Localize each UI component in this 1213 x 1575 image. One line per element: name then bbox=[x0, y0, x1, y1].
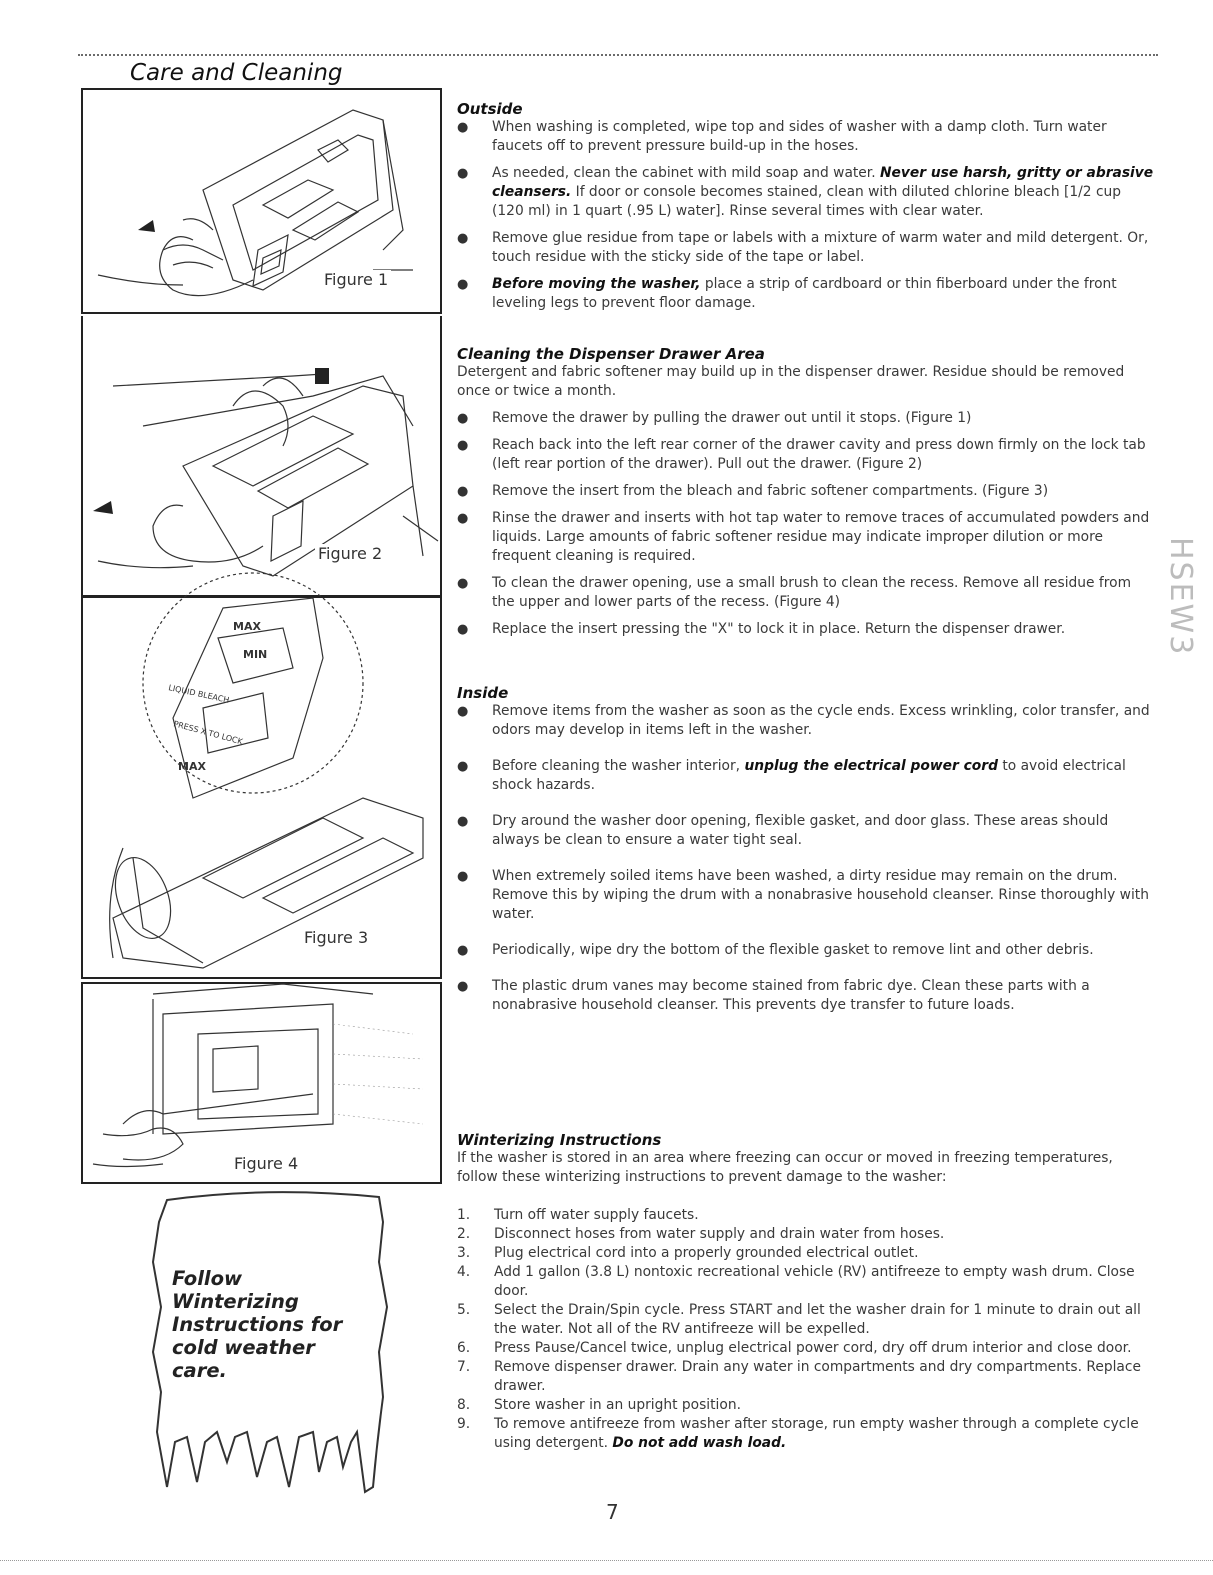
step-item: 7. Remove dispenser drawer. Drain any water in compartments and dry compartments. Replace drawer. bbox=[457, 1359, 1141, 1394]
inside-section bbox=[457, 684, 1157, 1023]
figure-1 bbox=[81, 88, 442, 314]
side-scan-mark-text: HSEW3 bbox=[1163, 537, 1198, 657]
list-item: ● Remove the insert from the bleach and fabric softener compartments. (Figure 3) bbox=[457, 483, 1049, 499]
max-label-top: MAX bbox=[233, 620, 261, 633]
list-item: ● To clean the drawer opening, use a small brush to clean the recess. Remove all residue from the upper and lower parts of the recess. (Figure 4) bbox=[457, 575, 1132, 610]
step-item: 2. Disconnect hoses from water supply and drain water from hoses. bbox=[457, 1226, 945, 1242]
min-label: MIN bbox=[243, 648, 268, 661]
top-rule bbox=[78, 54, 1158, 56]
step-item: 6. Press Pause/Cancel twice, unplug electrical power cord, dry off drum interior and close door. bbox=[457, 1340, 1132, 1356]
figure-2-caption: Figure 2 bbox=[315, 544, 385, 563]
bottom-rule bbox=[0, 1560, 1213, 1561]
winterizing-callout-text: Follow Winterizing Instructions for cold weather care. bbox=[172, 1267, 343, 1382]
step-item: 9. To remove antifreeze from washer after storage, run empty washer through a complete cycle using detergent. Do not add wash load. bbox=[457, 1416, 1139, 1451]
press-to-lock-label: PRESS X TO LOCK bbox=[172, 719, 244, 747]
figure-4-caption: Figure 4 bbox=[231, 1154, 301, 1173]
section-title: Care and Cleaning bbox=[130, 60, 343, 86]
list-item: ● Periodically, wipe dry the bottom of the flexible gasket to remove lint and other debris. bbox=[457, 942, 1094, 958]
max-label-bottom: MAX bbox=[178, 760, 206, 773]
list-item: ● When extremely soiled items have been washed, a dirty residue may remain on the drum. Remove this by wiping the drum with a nonabrasive household cleanser. Rinse thoroughly with water. bbox=[457, 868, 1149, 922]
list-item: ● Dry around the washer door opening, flexible gasket, and door glass. These areas should always be clean to ensure a water tight seal. bbox=[457, 813, 1109, 848]
figure-1-caption: Figure 1 bbox=[321, 270, 391, 289]
side-scan-mark bbox=[1143, 535, 1198, 675]
outside-section bbox=[457, 100, 1157, 321]
figure-2 bbox=[81, 316, 442, 597]
step-item: 8. Store washer in an upright position. bbox=[457, 1397, 741, 1413]
drawer-lock-illustration bbox=[83, 316, 440, 595]
list-item: ● Rinse the drawer and inserts with hot tap water to remove traces of accumulated powders and liquids. Large amounts of fabric softener residue may indicate improper dilution or more frequent cleaning is required. bbox=[457, 510, 1150, 564]
list-item: ● Reach back into the left rear corner of the drawer cavity and press down firmly on the lock tab (left rear portion of the drawer). Pull out the drawer. (Figure 2) bbox=[457, 437, 1146, 472]
inside-list bbox=[457, 702, 1157, 1015]
page-number: 7 bbox=[606, 1500, 619, 1524]
list-item: ● Remove items from the washer as soon as the cycle ends. Excess wrinkling, color transfer, and odors may develop in items left in the washer. bbox=[457, 703, 1150, 738]
step-item: 5. Select the Drain/Spin cycle. Press START and let the washer drain for 1 minute to drain out all the water. Not all of the RV antifreeze will be expelled. bbox=[457, 1302, 1141, 1337]
dispenser-section bbox=[457, 345, 1157, 647]
dispenser-heading: Cleaning the Dispenser Drawer Area bbox=[457, 345, 765, 363]
figure-3 bbox=[81, 596, 442, 979]
figure-3-caption: Figure 3 bbox=[301, 928, 371, 947]
winterizing-heading: Winterizing Instructions bbox=[457, 1131, 662, 1149]
winterizing-steps bbox=[457, 1206, 1157, 1453]
dispenser-intro: Detergent and fabric softener may build up in the dispenser drawer. Residue should be removed once or twice a month. bbox=[457, 364, 1125, 399]
list-item: ● Remove the drawer by pulling the drawer out until it stops. (Figure 1) bbox=[457, 410, 972, 426]
outside-list bbox=[457, 118, 1157, 313]
inside-heading: Inside bbox=[457, 684, 509, 702]
list-item: ● Remove glue residue from tape or labels with a mixture of warm water and mild detergent. Or, touch residue with the sticky side of the tape or label. bbox=[457, 230, 1149, 265]
liquid-bleach-label: LIQUID BLEACH bbox=[167, 683, 231, 705]
list-item: ● Before cleaning the washer interior, unplug the electrical power cord to avoid electrical shock hazards. bbox=[457, 758, 1126, 793]
list-item: ● Before moving the washer, place a strip of cardboard or thin fiberboard under the front leveling legs to prevent floor damage. bbox=[457, 276, 1117, 311]
step-item: 3. Plug electrical cord into a properly grounded electrical outlet. bbox=[457, 1245, 919, 1261]
list-item: ● As needed, clean the cabinet with mild soap and water. Never use harsh, gritty or abrasive cleansers. If door or console becomes stained, clean with diluted chlorine bleach [1/2 cup (120 ml) in 1 quart (.95 L) water]. Rinse several times with clear water. bbox=[457, 165, 1154, 219]
dispenser-list bbox=[457, 409, 1157, 639]
list-item: ● When washing is completed, wipe top and sides of washer with a damp cloth. Turn water faucets off to prevent pressure build-up in the hoses. bbox=[457, 119, 1107, 154]
brush-recess-illustration bbox=[83, 984, 440, 1182]
winterizing-section bbox=[457, 1131, 1157, 1453]
winterizing-intro: If the washer is stored in an area where freezing can occur or moved in freezing temperatures, follow these winterizing instructions to prevent damage to the washer: bbox=[457, 1150, 1113, 1185]
step-item: 1. Turn off water supply faucets. bbox=[457, 1207, 699, 1223]
list-item: ● Replace the insert pressing the "X" to lock it in place. Return the dispenser drawer. bbox=[457, 621, 1066, 637]
figure-4 bbox=[81, 982, 442, 1184]
list-item: ● The plastic drum vanes may become stained from fabric dye. Clean these parts with a nonabrasive household cleanser. This prevents dye transfer to future loads. bbox=[457, 978, 1090, 1013]
step-item: 4. Add 1 gallon (3.8 L) nontoxic recreational vehicle (RV) antifreeze to empty wash drum. Close door. bbox=[457, 1264, 1135, 1299]
outside-heading: Outside bbox=[457, 100, 523, 118]
insert-illustration bbox=[83, 598, 440, 977]
